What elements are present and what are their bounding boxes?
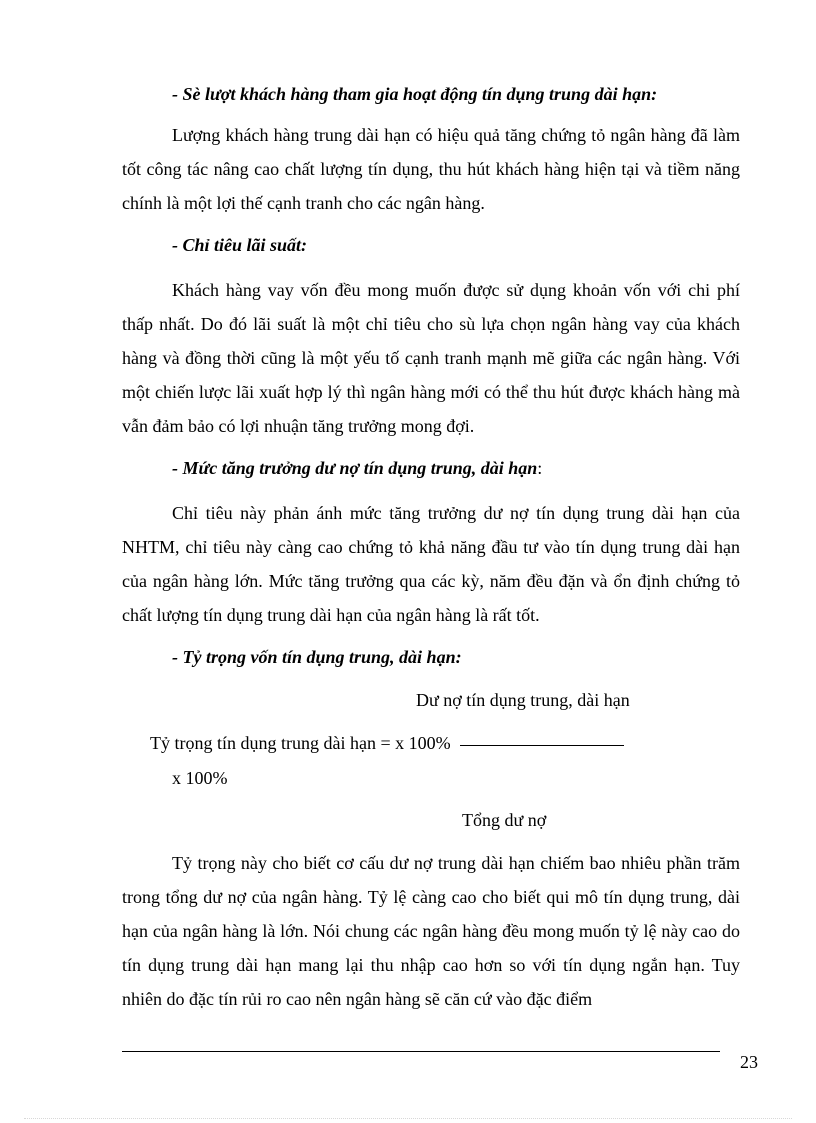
ratio-paragraph: Tỷ trọng này cho biết cơ cấu dư nợ trung dài hạn chiếm bao nhiêu phần trăm trong tổng dư nợ của ngân hàng. Tỷ lệ càng cao cho biết qui mô tín dụng trung, dài hạn của ngân hàng là lớn. Nói chung các ngân hàng đều mong muốn tỷ lệ này cao do tín dụng trung dài hạn mang lại thu nhập cao hơn so với tín dụng ngắn hạn. Tuy nhiên do đặc tín rủi ro cao nên ngân hàng sẽ căn cứ vào đặc điểm [122, 853, 740, 1009]
page-edge-divider [24, 1118, 792, 1119]
growth-paragraph: Chỉ tiêu này phản ánh mức tăng trưởng dư nợ tín dụng trung dài hạn của NHTM, chỉ tiêu này càng cao chứng tỏ khả năng đầu tư vào tín dụng trung dài hạn của ngân hàng lớn. Mức tăng trưởng qua các kỳ, năm đều đặn và ổn định chứng tỏ chất lượng tín dụng trung dài hạn của ngân hàng là rất tốt. [122, 503, 740, 625]
ratio-heading: - Tỷ trọng vốn tín dụng trung, dài hạn: [172, 647, 462, 667]
growth-heading-colon: : [537, 458, 543, 478]
page-number: 23 [740, 1052, 758, 1072]
interest-heading: - Chỉ tiêu lãi suất: [172, 235, 308, 255]
formula-denominator: Tổng dư nợ [462, 810, 547, 830]
customers-heading: - Sè lượt khách hàng tham gia hoạt động tín dụng trung dài hạn: [172, 84, 658, 104]
growth-heading [172, 458, 732, 479]
formula-numerator: Dư nợ tín dụng trung, dài hạn [416, 690, 630, 710]
footer-rule [122, 1051, 720, 1052]
customers-paragraph: Lượng khách hàng trung dài hạn có hiệu quả tăng chứng tỏ ngân hàng đã làm tốt công tác nâng cao chất lượng tín dụng, thu hút khách hàng hiện tại và tiềm năng chính là một lợi thế cạnh tranh cho các ngân hàng. [122, 125, 740, 213]
growth-heading-text: - Mức tăng trưởng dư nợ tín dụng trung, dài hạn [172, 458, 538, 478]
formula-left-side: Tỷ trọng tín dụng trung dài hạn = x 100% [150, 733, 451, 753]
interest-paragraph: Khách hàng vay vốn đều mong muốn được sử dụng khoản vốn với chi phí thấp nhất. Do đó lãi suất là một chỉ tiêu cho sù lựa chọn ngân hàng vay của khách hàng và đồng thời cũng là một yếu tố cạnh tranh mạnh mẽ giữa các ngân hàng. Với một chiến lược lãi xuất hợp lý thì ngân hàng mới có thể thu hút được khách hàng mà vẫn đảm bảo có lợi nhuận tăng trưởng mong đợi. [122, 280, 740, 436]
formula-fraction-line [460, 745, 624, 746]
formula-x100: x 100% [172, 768, 228, 788]
